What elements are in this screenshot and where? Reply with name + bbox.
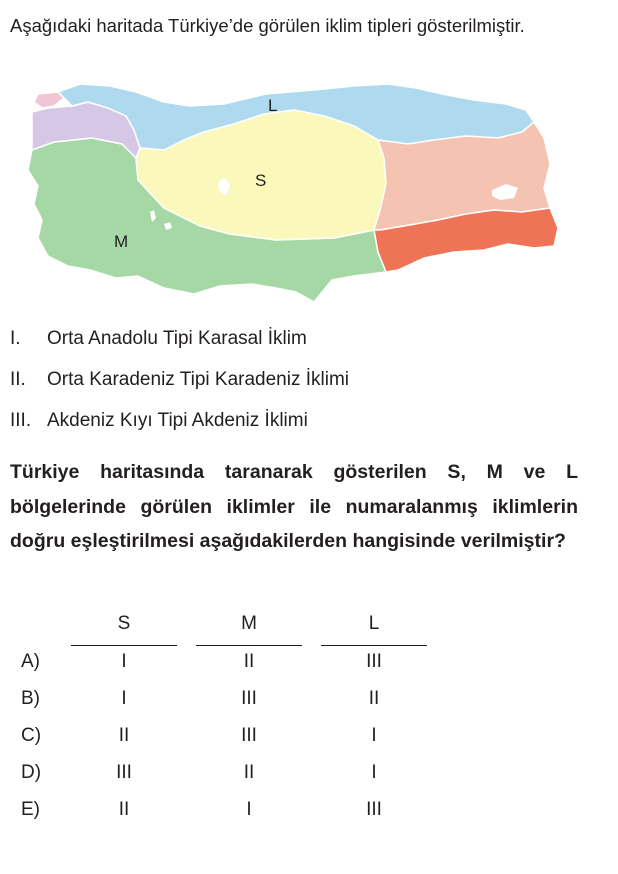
option-letter: B) — [21, 688, 40, 709]
item-text: Akdeniz Kıyı Tipi Akdeniz İklimi — [47, 410, 308, 431]
cell-m: III — [241, 688, 257, 709]
question-text: Türkiye haritasında taranarak gösterilen S, M ve L bölgelerinde görülen iklimler ile numaralanmış iklimlerin doğru eşleştirilmesi aşağıdakilerden hangisinde verilmiştir? — [10, 461, 578, 552]
cell-l: II — [368, 688, 380, 709]
cell-l: I — [371, 762, 377, 783]
item-number: III. — [10, 410, 32, 431]
option-c-row[interactable] — [10, 718, 450, 754]
item-number: I. — [10, 328, 21, 349]
cell-m: II — [243, 651, 255, 672]
column-header-l: L — [321, 612, 427, 646]
option-letter: D) — [21, 762, 42, 783]
option-d-row[interactable] — [10, 755, 450, 791]
cell-l: III — [366, 651, 382, 672]
option-e-row[interactable] — [10, 792, 450, 828]
cell-l: III — [366, 799, 382, 820]
intro-text: Aşağıdaki haritada Türkiye’de görülen iklim tipleri gösterilmiştir. — [10, 15, 525, 36]
cell-s: III — [116, 762, 132, 783]
option-b-row[interactable] — [10, 681, 450, 717]
column-header-m: M — [196, 612, 302, 646]
cell-s: I — [121, 651, 127, 672]
column-header-s: S — [71, 612, 177, 646]
item-text: Orta Karadeniz Tipi Karadeniz İklimi — [47, 369, 350, 390]
cell-l: I — [371, 725, 377, 746]
list-item — [10, 324, 590, 365]
item-text: Orta Anadolu Tipi Karasal İklim — [47, 328, 307, 349]
cell-s: II — [118, 725, 130, 746]
map-label-m: M — [114, 232, 129, 251]
answer-options-table — [10, 606, 450, 836]
cell-m: III — [241, 725, 257, 746]
list-item — [10, 365, 590, 406]
list-item — [10, 406, 590, 447]
cell-m: I — [246, 799, 252, 820]
numbered-climate-list — [10, 324, 590, 447]
option-a-row[interactable] — [10, 644, 450, 680]
map-label-s: S — [255, 171, 267, 190]
map-label-l: L — [268, 96, 278, 115]
item-number: II. — [10, 369, 26, 390]
turkey-climate-map — [14, 80, 562, 312]
cell-m: II — [243, 762, 255, 783]
option-letter: A) — [21, 651, 40, 672]
cell-s: I — [121, 688, 127, 709]
cell-s: II — [118, 799, 130, 820]
option-letter: E) — [21, 799, 40, 820]
option-letter: C) — [21, 725, 42, 746]
